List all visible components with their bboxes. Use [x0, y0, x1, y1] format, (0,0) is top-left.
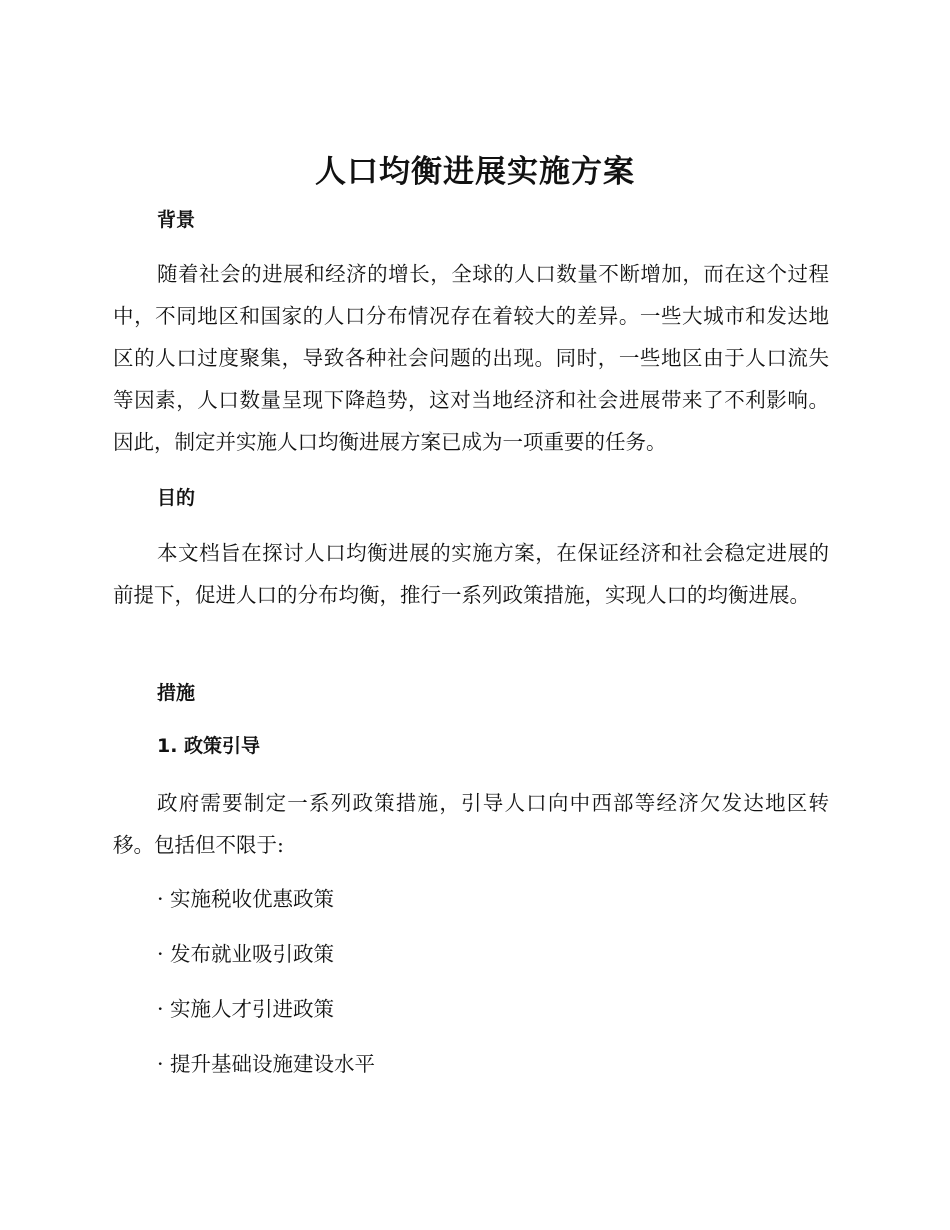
section-heading-purpose: 目的	[157, 487, 196, 509]
bullet-item: · 实施税收优惠政策	[157, 887, 335, 911]
bullet-item: · 实施人才引进政策	[157, 997, 335, 1021]
bullet-item: · 发布就业吸引政策	[157, 942, 335, 966]
background-paragraph: 随着社会的进展和经济的增长，全球的人口数量不断增加，而在这个过程中，不同地区和国家的人口分布情况存在着较大的差异。一些大城市和发达地区的人口过度聚集，导致各种社会问题的出现。同时，一些地区由于人口流失等因素，人口数量呈现下降趋势，这对当地经济和社会进展带来了不利影响。因此，制定并实施人口均衡进展方案已成为一项重要的任务。	[113, 262, 829, 454]
policy-guidance-paragraph: 政府需要制定一系列政策措施，引导人口向中西部等经济欠发达地区转移。包括但不限于:	[113, 791, 829, 857]
section-heading-background: 背景	[157, 209, 196, 231]
document-title: 人口均衡进展实施方案	[315, 154, 635, 190]
purpose-paragraph: 本文档旨在探讨人口均衡进展的实施方案，在保证经济和社会稳定进展的前提下，促进人口的分布均衡，推行一系列政策措施，实现人口的均衡进展。	[113, 541, 829, 607]
section-heading-measures: 措施	[157, 682, 196, 704]
bullet-item: · 提升基础设施建设水平	[157, 1052, 376, 1076]
subheading-policy-guidance: 1. 政策引导	[157, 735, 261, 757]
